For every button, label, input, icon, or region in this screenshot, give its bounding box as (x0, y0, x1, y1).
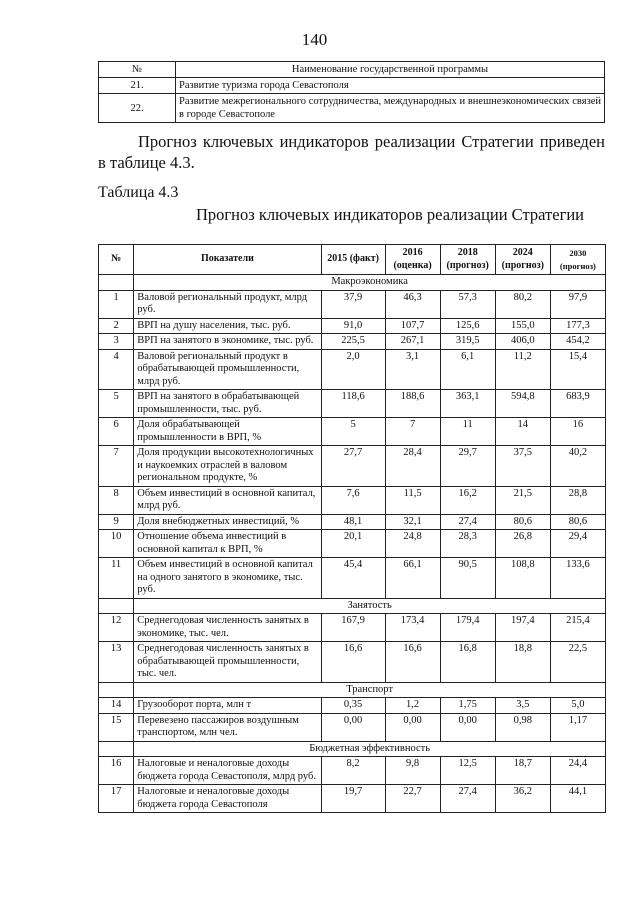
indicator-value: 683,9 (550, 390, 605, 418)
indicator-name: ВРП на занятого в обрабатывающей промышленности, тыс. руб. (134, 390, 321, 418)
row-number: 14 (99, 698, 134, 714)
indicator-value: 197,4 (495, 614, 550, 642)
table-row (99, 514, 606, 530)
table-label: Таблица 4.3 (98, 184, 179, 201)
indicator-value: 177,3 (550, 318, 605, 334)
indicator-value: 45,4 (321, 558, 385, 599)
indicator-value: 0,00 (321, 713, 385, 741)
indicator-value: 57,3 (440, 290, 495, 318)
indicator-value: 1,75 (440, 698, 495, 714)
indicator-value: 29,7 (440, 446, 495, 487)
indicator-value: 6,1 (440, 349, 495, 390)
section-row (99, 682, 606, 698)
indicator-value: 406,0 (495, 334, 550, 350)
indicator-value: 37,9 (321, 290, 385, 318)
indicator-value: 16 (550, 418, 605, 446)
row-number: 17 (99, 785, 134, 813)
table-row (99, 349, 606, 390)
indicator-value: 80,6 (550, 514, 605, 530)
row-number: 4 (99, 349, 134, 390)
programs-header-name: Наименование государственной программы (176, 62, 605, 78)
row-number: 11 (99, 558, 134, 599)
table-row (99, 78, 605, 94)
intro-paragraph: Прогноз ключевых индикаторов реализации Стратегии приведен в таблице 4.3. (98, 132, 605, 172)
indicator-value: 18,7 (495, 757, 550, 785)
table-row (99, 785, 606, 813)
indicator-value: 594,8 (495, 390, 550, 418)
section-title: Занятость (134, 598, 606, 614)
indicator-value: 173,4 (385, 614, 440, 642)
indicator-value: 27,4 (440, 514, 495, 530)
header-num: № (99, 245, 134, 275)
row-number: 8 (99, 486, 134, 514)
indicator-value: 1,2 (385, 698, 440, 714)
section-spacer (99, 275, 134, 291)
programs-table (98, 61, 605, 123)
indicator-value: 20,1 (321, 530, 385, 558)
indicator-value: 48,1 (321, 514, 385, 530)
programs-table-header (99, 62, 605, 78)
indicator-value: 22,7 (385, 785, 440, 813)
indicator-name: Перевезено пассажиров воздушным транспортом, млн чел. (134, 713, 321, 741)
indicator-value: 19,7 (321, 785, 385, 813)
row-number: 1 (99, 290, 134, 318)
indicator-value: 16,2 (440, 486, 495, 514)
indicator-value: 179,4 (440, 614, 495, 642)
indicator-value: 167,9 (321, 614, 385, 642)
table-row (99, 318, 606, 334)
program-num: 22. (99, 94, 176, 123)
indicator-value: 5,0 (550, 698, 605, 714)
indicator-name: ВРП на занятого в экономике, тыс. руб. (134, 334, 321, 350)
row-number: 2 (99, 318, 134, 334)
indicator-value: 24,8 (385, 530, 440, 558)
indicator-value: 44,1 (550, 785, 605, 813)
indicator-value: 2,0 (321, 349, 385, 390)
indicator-value: 26,8 (495, 530, 550, 558)
indicator-value: 107,7 (385, 318, 440, 334)
section-title: Транспорт (134, 682, 606, 698)
indicator-name: Налоговые и неналоговые доходы бюджета города Севастополя, млрд руб. (134, 757, 321, 785)
row-number: 13 (99, 642, 134, 683)
indicator-value: 15,4 (550, 349, 605, 390)
indicators-table-body (99, 275, 606, 813)
indicator-value: 90,5 (440, 558, 495, 599)
indicator-name: Налоговые и неналоговые доходы бюджета города Севастополя (134, 785, 321, 813)
indicator-value: 125,6 (440, 318, 495, 334)
table-row (99, 713, 606, 741)
table-row (99, 698, 606, 714)
indicator-value: 11,2 (495, 349, 550, 390)
indicator-value: 91,0 (321, 318, 385, 334)
header-2024: 2024 (прогноз) (495, 245, 550, 275)
table-row (99, 558, 606, 599)
indicator-name: Грузооборот порта, млн т (134, 698, 321, 714)
table-row (99, 642, 606, 683)
table-row (99, 614, 606, 642)
indicator-name: Доля продукции высокотехнологичных и наукоемких отраслей в валовом региональном продукте, % (134, 446, 321, 487)
indicators-table-header (99, 245, 606, 275)
indicator-value: 36,2 (495, 785, 550, 813)
row-number: 16 (99, 757, 134, 785)
table-row (99, 334, 606, 350)
indicator-value: 12,5 (440, 757, 495, 785)
indicator-value: 1,17 (550, 713, 605, 741)
header-indicator: Показатели (134, 245, 321, 275)
indicator-value: 9,8 (385, 757, 440, 785)
indicator-value: 29,4 (550, 530, 605, 558)
indicator-value: 37,5 (495, 446, 550, 487)
section-spacer (99, 741, 134, 757)
table-title: Прогноз ключевых индикаторов реализации Стратегии (195, 205, 584, 224)
indicator-value: 11,5 (385, 486, 440, 514)
indicator-value: 16,6 (321, 642, 385, 683)
indicator-name: Отношение объема инвестиций в основной капитал к ВРП, % (134, 530, 321, 558)
row-number: 10 (99, 530, 134, 558)
indicator-value: 80,6 (495, 514, 550, 530)
indicator-name: Валовой региональный продукт, млрд руб. (134, 290, 321, 318)
page-number: 140 (301, 30, 328, 49)
indicator-value: 7,6 (321, 486, 385, 514)
indicator-value: 32,1 (385, 514, 440, 530)
program-name: Развитие туризма города Севастополя (176, 78, 605, 94)
indicator-value: 18,8 (495, 642, 550, 683)
section-title: Макроэкономика (134, 275, 606, 291)
table-row (99, 94, 605, 123)
indicator-name: ВРП на душу населения, тыс. руб. (134, 318, 321, 334)
section-spacer (99, 682, 134, 698)
indicator-name: Объем инвестиций в основной капитал, млрд руб. (134, 486, 321, 514)
indicator-value: 66,1 (385, 558, 440, 599)
section-row (99, 598, 606, 614)
indicator-value: 0,98 (495, 713, 550, 741)
table-row (99, 290, 606, 318)
indicator-value: 16,6 (385, 642, 440, 683)
indicator-value: 16,8 (440, 642, 495, 683)
row-number: 3 (99, 334, 134, 350)
section-title: Бюджетная эффективность (134, 741, 606, 757)
header-2015: 2015 (факт) (321, 245, 385, 275)
indicator-value: 3,1 (385, 349, 440, 390)
indicator-value: 215,4 (550, 614, 605, 642)
indicator-value: 28,3 (440, 530, 495, 558)
indicator-value: 40,2 (550, 446, 605, 487)
indicator-value: 8,2 (321, 757, 385, 785)
row-number: 9 (99, 514, 134, 530)
header-2018: 2018 (прогноз) (440, 245, 495, 275)
indicator-value: 0,00 (440, 713, 495, 741)
row-number: 5 (99, 390, 134, 418)
indicator-value: 225,5 (321, 334, 385, 350)
indicator-value: 108,8 (495, 558, 550, 599)
indicators-table (98, 244, 606, 813)
indicator-value: 0,00 (385, 713, 440, 741)
indicator-name: Доля внебюджетных инвестиций, % (134, 514, 321, 530)
section-spacer (99, 598, 134, 614)
indicator-name: Доля обрабатывающей промышленности в ВРП, % (134, 418, 321, 446)
indicator-value: 28,8 (550, 486, 605, 514)
indicator-value: 11 (440, 418, 495, 446)
section-row (99, 275, 606, 291)
indicator-value: 0,35 (321, 698, 385, 714)
indicator-name: Объем инвестиций в основной капитал на одного занятого в экономике, тыс. руб. (134, 558, 321, 599)
indicator-value: 7 (385, 418, 440, 446)
indicator-value: 22,5 (550, 642, 605, 683)
indicator-value: 46,3 (385, 290, 440, 318)
programs-header-num: № (99, 62, 176, 78)
indicator-value: 14 (495, 418, 550, 446)
table-row (99, 530, 606, 558)
indicator-value: 155,0 (495, 318, 550, 334)
indicator-value: 363,1 (440, 390, 495, 418)
indicator-value: 27,7 (321, 446, 385, 487)
row-number: 6 (99, 418, 134, 446)
indicator-value: 21,5 (495, 486, 550, 514)
indicator-value: 28,4 (385, 446, 440, 487)
row-number: 7 (99, 446, 134, 487)
section-row (99, 741, 606, 757)
header-2030: 2030 (прогноз) (550, 245, 605, 275)
table-row (99, 757, 606, 785)
indicator-value: 3,5 (495, 698, 550, 714)
indicator-name: Среднегодовая численность занятых в обрабатывающей промышленности, тыс. чел. (134, 642, 321, 683)
indicator-value: 319,5 (440, 334, 495, 350)
table-row (99, 418, 606, 446)
table-row (99, 390, 606, 418)
indicator-name: Валовой региональный продукт в обрабатывающей промышленности, млрд руб. (134, 349, 321, 390)
program-name: Развитие межрегионального сотрудничества, международных и внешнеэкономических связей в городе Севастополе (176, 94, 605, 123)
indicator-value: 133,6 (550, 558, 605, 599)
indicator-value: 5 (321, 418, 385, 446)
table-row (99, 486, 606, 514)
row-number: 15 (99, 713, 134, 741)
indicator-value: 24,4 (550, 757, 605, 785)
program-num: 21. (99, 78, 176, 94)
indicator-value: 267,1 (385, 334, 440, 350)
indicator-value: 97,9 (550, 290, 605, 318)
indicator-name: Среднегодовая численность занятых в экономике, тыс. чел. (134, 614, 321, 642)
table-row (99, 446, 606, 487)
row-number: 12 (99, 614, 134, 642)
indicator-value: 188,6 (385, 390, 440, 418)
indicator-value: 27,4 (440, 785, 495, 813)
indicator-value: 454,2 (550, 334, 605, 350)
indicator-value: 80,2 (495, 290, 550, 318)
indicator-value: 118,6 (321, 390, 385, 418)
header-2016: 2016 (оценка) (385, 245, 440, 275)
